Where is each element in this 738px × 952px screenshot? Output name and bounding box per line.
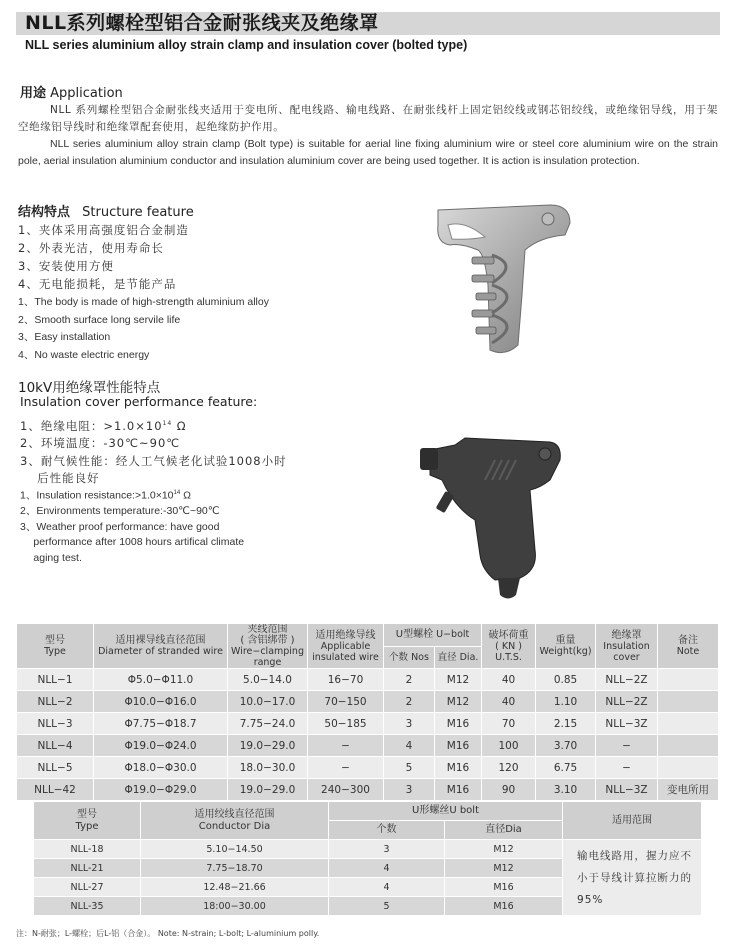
table-row <box>17 691 719 713</box>
insulation-item-en: 1、Insulation $resistance:>1.0\times 10^{14}$ Ω <box>20 489 191 502</box>
col-diameter: 适用裸导线直径范围 Diameter of stranded wire <box>94 624 228 669</box>
col-type: 型号 Type <box>17 624 94 669</box>
application-text-en: NLL series aluminium alloy strain clamp (Bolt type) is suitable for aerial line fixing aluminium wire or steel core aluminium wire on the strain pole, aerial insulation aluminium conductor and insulation aluminium cover are being used together. It is action is insulation protection. <box>18 138 718 167</box>
table-cell: 3 <box>329 840 445 859</box>
table-row <box>17 757 719 779</box>
col-uts: 破坏荷重 ( KN ) U.T.S. <box>482 624 536 669</box>
table-row <box>17 669 719 691</box>
table-cell: NLL−1 <box>17 669 94 691</box>
col-insulated-wire: 适用绝缘导线 Applicable insulated wire <box>308 624 384 669</box>
table-cell <box>658 735 719 757</box>
table-cell: Φ7.75−Φ18.7 <box>94 713 228 735</box>
insulation-cover-illustration <box>420 430 595 605</box>
table-cell: Φ18.0−Φ30.0 <box>94 757 228 779</box>
table-cell: M12 <box>435 669 482 691</box>
table-cell: NLL−4 <box>17 735 94 757</box>
table-cell: Φ19.0−Φ29.0 <box>94 779 228 801</box>
spec-table-secondary <box>33 801 702 916</box>
table-cell: 2.15 <box>536 713 596 735</box>
scope-cell: 输电线路用，握力应不小于导线计算拉断力的95% <box>563 840 702 916</box>
strain-clamp-image <box>430 195 590 365</box>
table-cell: NLL-27 <box>34 878 141 897</box>
insulation-heading-zh: 10kV用绝缘罩性能特点 <box>18 380 161 396</box>
table-cell: 18.0−30.0 <box>228 757 308 779</box>
insulation-item-zh: 3、耐气候性能：经人工气候老化试验1008小时 <box>20 453 287 468</box>
table-row <box>34 840 702 859</box>
table-cell: 12.48−21.66 <box>141 878 329 897</box>
col-ubolt: U形螺丝U bolt <box>329 802 563 821</box>
table-cell: NLL−2Z <box>596 669 658 691</box>
table-row <box>17 735 719 757</box>
structure-heading-en: Structure feature <box>82 205 194 220</box>
col-ubolt-nos: 个数 Nos <box>384 646 435 669</box>
insulation-heading-en: Insulation cover performance feature: <box>20 394 258 409</box>
structure-heading-zh: 结构特点 <box>18 205 71 220</box>
col-ubolt-count: 个数 <box>329 821 445 840</box>
table-cell: 变电所用 <box>658 779 719 801</box>
insulation-item-en: performance after 1008 hours artifical climate <box>20 536 245 548</box>
col-insulation-cover: 绝缘罩 Insulation cover <box>596 624 658 669</box>
table-cell: − <box>308 735 384 757</box>
structure-item-en: 3、Easy installation <box>18 331 111 343</box>
structure-item-zh: 3、安装使用方便 <box>18 259 114 273</box>
insulation-item-en: 2、Environments temperature:-30℃~90℃ <box>20 505 220 517</box>
table-cell: − <box>308 757 384 779</box>
table-cell: 120 <box>482 757 536 779</box>
structure-item-en: 2、Smooth surface long servile life <box>18 313 181 326</box>
insulation-item-zh: 1、绝缘电阻：$>1.0\times 10^{14}$ Ω <box>20 418 187 433</box>
table-cell <box>658 713 719 735</box>
col-clamping-range: 夹线范围 ( 含铝绑带 ) Wire−clamping range <box>228 624 308 669</box>
structure-item-zh: 4、无电能损耗，是节能产品 <box>18 277 177 291</box>
table-cell: − <box>596 757 658 779</box>
table-cell: 3.70 <box>536 735 596 757</box>
table-cell: M16 <box>435 779 482 801</box>
table-cell: 3 <box>384 779 435 801</box>
application-text-zh: NLL 系列螺栓型铝合金耐张线夹适用于变电所、配电线路、输电线路、在耐张线杆上固定铝绞线或钢芯铝绞线，或绝缘铝导线，用于架空绝缘铝导线时和绝缘罩配套使用，起绝缘防护作用。 <box>18 104 718 133</box>
table-cell: 19.0−29.0 <box>228 735 308 757</box>
col-type: 型号 Type <box>34 802 141 840</box>
col-conductor-dia: 适用绞线直径范围 Conductor Dia <box>141 802 329 840</box>
table-cell: 3.10 <box>536 779 596 801</box>
table-cell: 3 <box>384 713 435 735</box>
table-cell: M16 <box>445 897 563 916</box>
table-cell: 1.10 <box>536 691 596 713</box>
table-cell: 0.85 <box>536 669 596 691</box>
table-cell <box>658 669 719 691</box>
insulation-list-en <box>20 486 244 566</box>
col-ubolt: U型螺栓 U−bolt <box>384 624 482 647</box>
table-row <box>17 713 719 735</box>
page-title: NLL系列螺栓型铝合金耐张线夹及绝缘罩 <box>25 12 379 34</box>
table-cell: 70−150 <box>308 691 384 713</box>
table-cell: NLL−2Z <box>596 691 658 713</box>
structure-heading <box>18 201 194 220</box>
table-cell: 5.10−14.50 <box>141 840 329 859</box>
structure-list-en <box>18 294 269 364</box>
table-cell: M12 <box>445 840 563 859</box>
table-cell: 2 <box>384 691 435 713</box>
table-cell: 10.0−17.0 <box>228 691 308 713</box>
table-cell <box>658 691 719 713</box>
table-cell: 50−185 <box>308 713 384 735</box>
table-cell: Φ19.0−Φ24.0 <box>94 735 228 757</box>
strain-clamp-illustration <box>430 195 590 365</box>
insulation-item-zh: 2、环境温度：-30℃~90℃ <box>20 436 181 451</box>
insulation-cover-image <box>420 430 595 605</box>
table-cell: 5 <box>384 757 435 779</box>
table-cell: 5 <box>329 897 445 916</box>
table-cell: 70 <box>482 713 536 735</box>
table-cell: 2 <box>384 669 435 691</box>
structure-item-en: 1、The body is made of high-strength aluminium alloy <box>18 296 269 308</box>
table-cell: 7.75−18.70 <box>141 859 329 878</box>
structure-item-zh: 2、外表光洁，使用寿命长 <box>18 241 164 255</box>
table-cell: 90 <box>482 779 536 801</box>
table-cell <box>658 757 719 779</box>
table-cell: NLL−3Z <box>596 779 658 801</box>
table-cell: NLL−2 <box>17 691 94 713</box>
table-cell: NLL-18 <box>34 840 141 859</box>
table-cell: NLL−42 <box>17 779 94 801</box>
insulation-item-en: 3、Weather proof performance: have good <box>20 520 220 533</box>
table-cell: 40 <box>482 691 536 713</box>
table-cell: M16 <box>435 735 482 757</box>
spec-table-main <box>16 623 719 801</box>
table-cell: 4 <box>384 735 435 757</box>
table-cell: 40 <box>482 669 536 691</box>
page-subtitle: NLL series aluminium alloy strain clamp and insulation cover (bolted type) <box>25 38 468 52</box>
table-cell: M16 <box>435 713 482 735</box>
table-cell: 4 <box>329 878 445 897</box>
table-cell: NLL−3Z <box>596 713 658 735</box>
table-cell: NLL−5 <box>17 757 94 779</box>
col-weight: 重量 Weight(kg) <box>536 624 596 669</box>
col-scope: 适用范围 <box>563 802 702 840</box>
table-cell: 18:00−30.00 <box>141 897 329 916</box>
table-cell: NLL−3 <box>17 713 94 735</box>
structure-list-zh <box>18 221 189 293</box>
table-cell: M12 <box>445 859 563 878</box>
table-cell: NLL-21 <box>34 859 141 878</box>
table-cell: M12 <box>435 691 482 713</box>
table-cell: 19.0−29.0 <box>228 779 308 801</box>
application-heading-en: Application <box>50 86 123 101</box>
table-cell: 5.0−14.0 <box>228 669 308 691</box>
col-ubolt-dia: 直径 Dia. <box>435 646 482 669</box>
table-cell: 240−300 <box>308 779 384 801</box>
col-ubolt-dia: 直径Dia <box>445 821 563 840</box>
insulation-item-en: aging test. <box>20 551 82 564</box>
footnote: 注：N-耐张；L-螺栓；后L-铝（合金）。 Note: N-strain; L-bolt; L-aluminium polly. <box>16 929 320 938</box>
table-cell: 6.75 <box>536 757 596 779</box>
col-note: 备注 Note <box>658 624 719 669</box>
application-heading <box>20 82 123 101</box>
table-cell: 100 <box>482 735 536 757</box>
structure-item-en: 4、No waste electric energy <box>18 348 150 361</box>
table-cell: M16 <box>445 878 563 897</box>
table-cell: 16−70 <box>308 669 384 691</box>
table-cell: 4 <box>329 859 445 878</box>
table-cell: − <box>596 735 658 757</box>
structure-item-zh: 1、夹体采用高强度铝合金制造 <box>18 223 189 237</box>
insulation-list-zh <box>20 415 287 488</box>
table-row <box>17 779 719 801</box>
table-cell: 7.75−24.0 <box>228 713 308 735</box>
table-cell: M16 <box>435 757 482 779</box>
insulation-item-zh: 后性能良好 <box>20 471 100 486</box>
table-cell: Φ5.0−Φ11.0 <box>94 669 228 691</box>
application-heading-zh: 用途 <box>20 86 47 101</box>
table-cell: Φ10.0−Φ16.0 <box>94 691 228 713</box>
table-cell: NLL-35 <box>34 897 141 916</box>
